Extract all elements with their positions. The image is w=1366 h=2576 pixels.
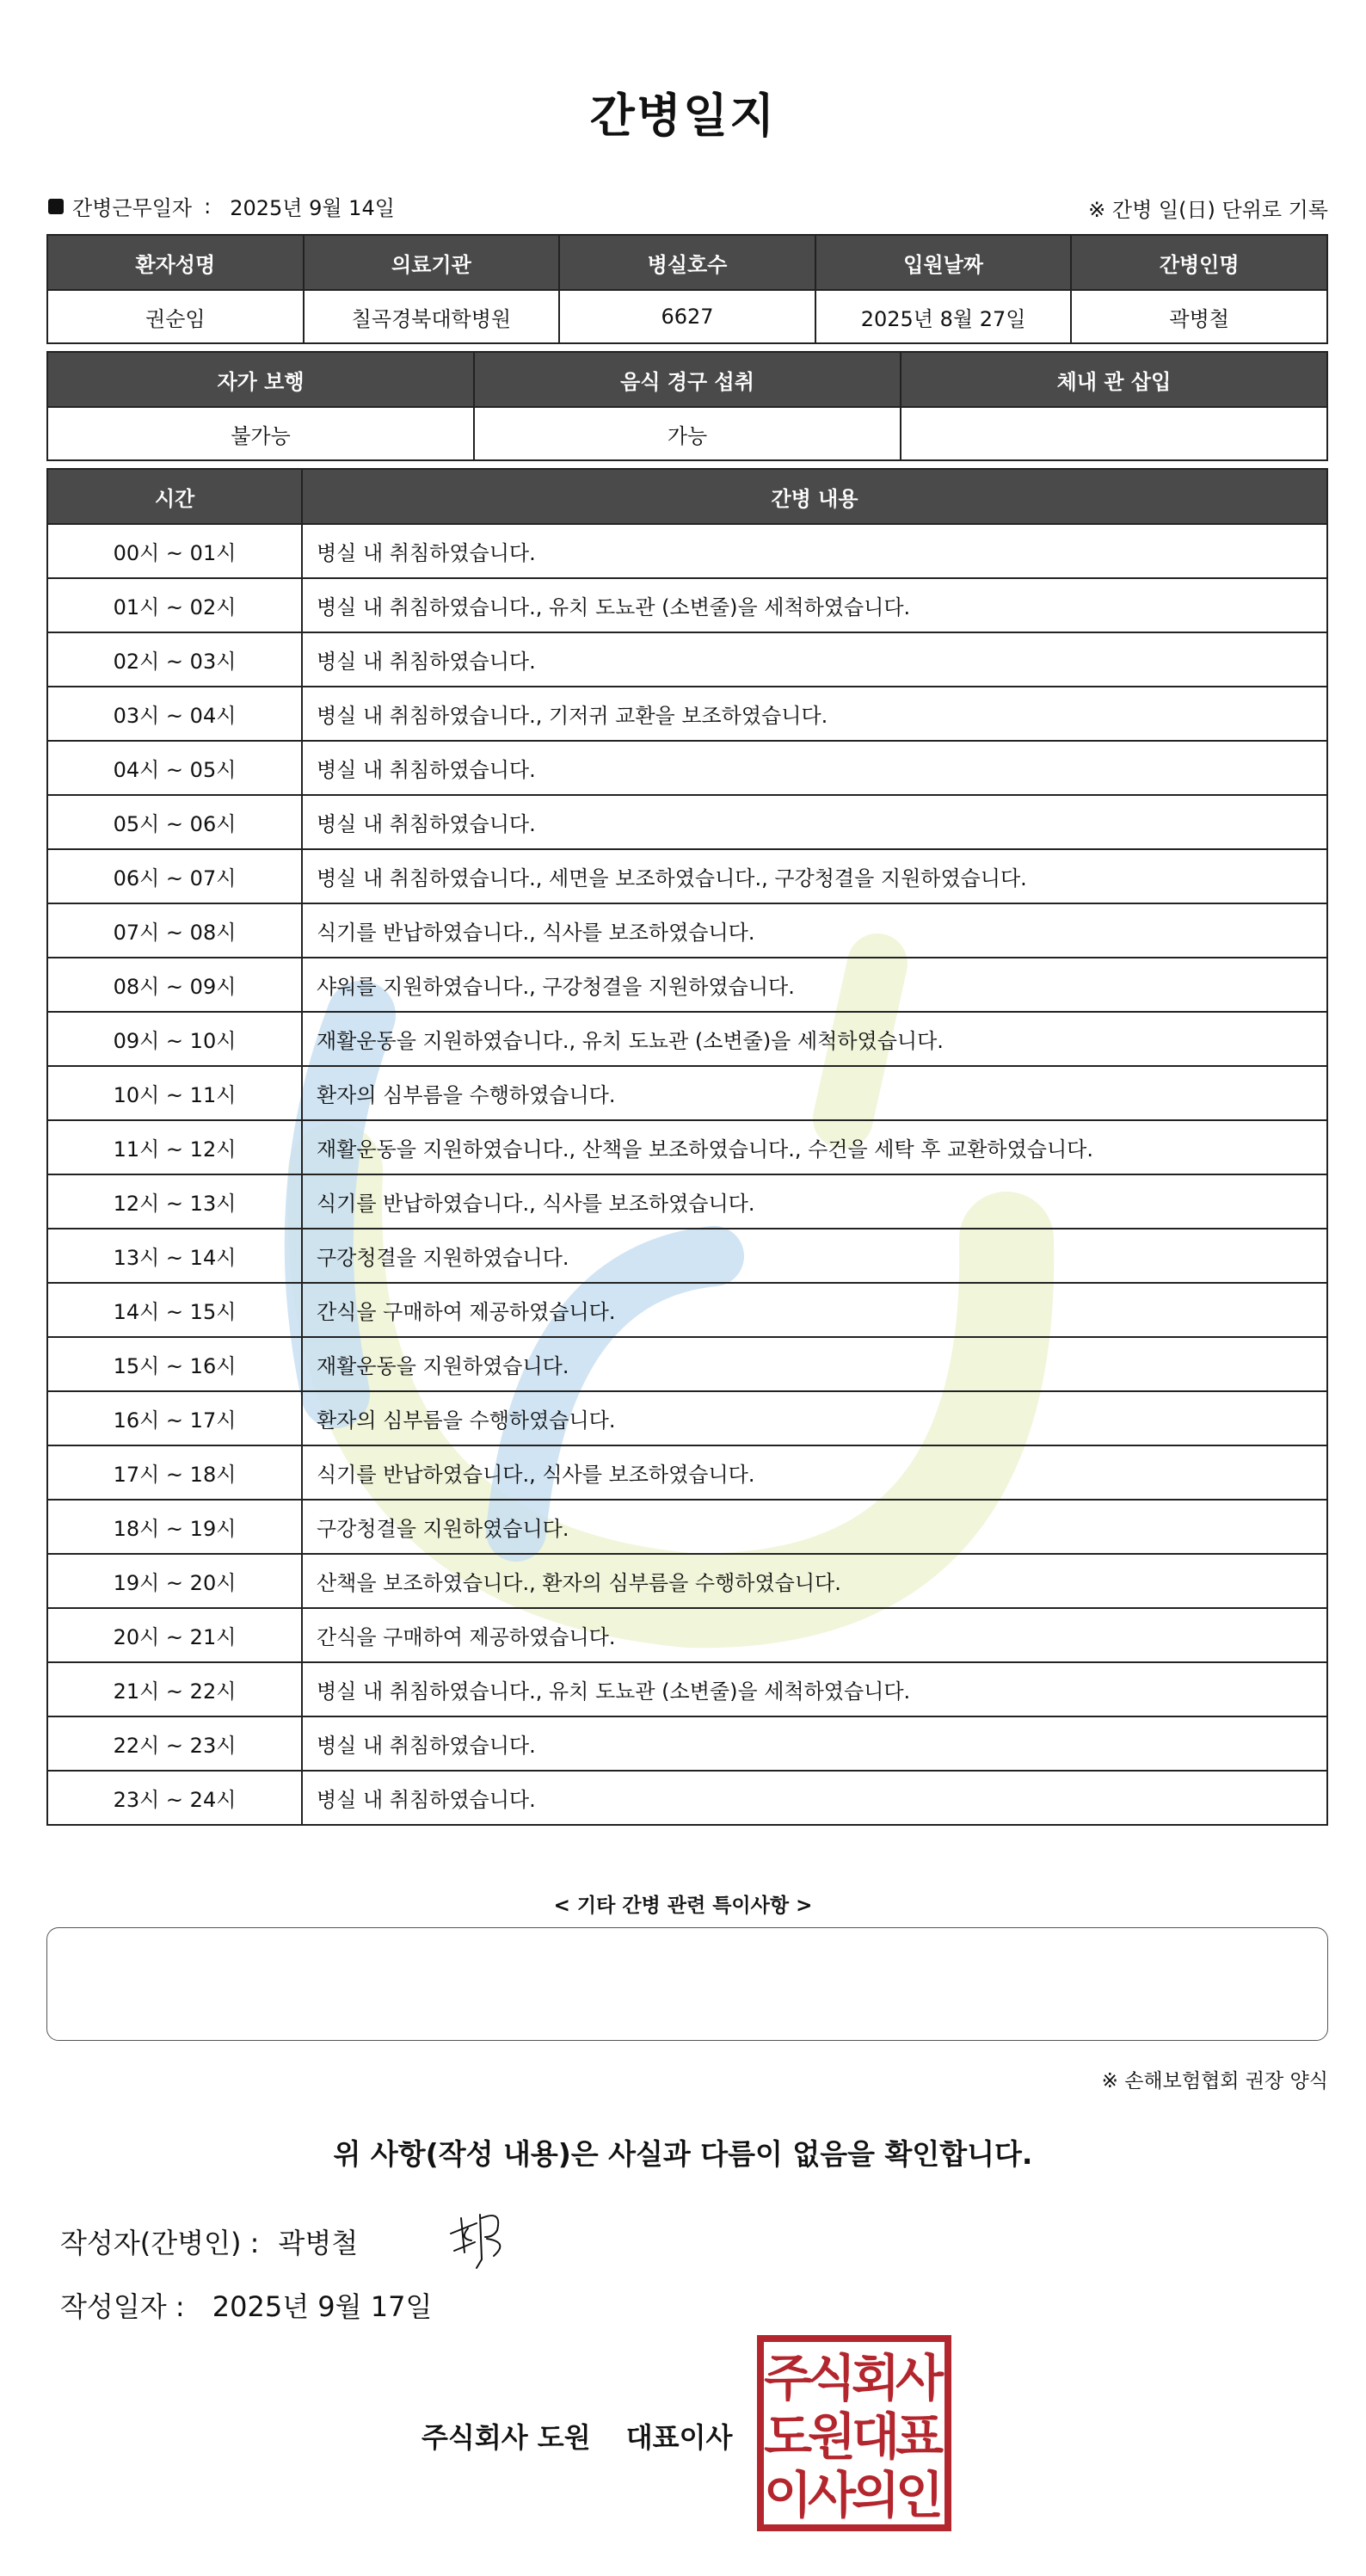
table-row	[47, 1229, 1327, 1283]
time-slot: 16시 ~ 17시	[47, 1391, 302, 1445]
work-date-label: 간병근무일자	[72, 196, 193, 220]
time-slot: 18시 ~ 19시	[47, 1500, 302, 1554]
company-seal-icon	[757, 2335, 951, 2531]
care-content: 병실 내 취침하였습니다.	[302, 1716, 1327, 1771]
company-representative-title: 대표이사	[625, 2421, 733, 2454]
written-date-value: 2025년 9월 17일	[212, 2290, 433, 2323]
admission-date: 2025년 8월 27일	[815, 290, 1072, 343]
company-signatory	[421, 2416, 732, 2456]
care-content: 구강청결을 지원하였습니다.	[302, 1229, 1327, 1283]
time-slot: 05시 ~ 06시	[47, 795, 302, 849]
time-slot: 22시 ~ 23시	[47, 1716, 302, 1771]
table-row	[47, 687, 1327, 741]
care-content: 병실 내 취침하였습니다.	[302, 1771, 1327, 1825]
table-row	[47, 1283, 1327, 1337]
care-content: 구강청결을 지원하였습니다.	[302, 1500, 1327, 1554]
table-row	[47, 1066, 1327, 1120]
written-date-label: 작성일자 :	[60, 2290, 185, 2323]
care-content: 환자의 심부름을 수행하였습니다.	[302, 1391, 1327, 1445]
care-content: 샤워를 지원하였습니다., 구강청결을 지원하였습니다.	[302, 958, 1327, 1012]
notes-box	[46, 1927, 1328, 2041]
care-content: 병실 내 취침하였습니다., 세면을 보조하였습니다., 구강청결을 지원하였습니다.	[302, 849, 1327, 903]
seal-character: 회	[851, 2349, 901, 2407]
time-slot: 21시 ~ 22시	[47, 1662, 302, 1716]
time-slot: 07시 ~ 08시	[47, 903, 302, 958]
table-row	[47, 1716, 1327, 1771]
time-slot: 10시 ~ 11시	[47, 1066, 302, 1120]
care-content: 병실 내 취침하였습니다.	[302, 632, 1327, 687]
table-row	[47, 741, 1327, 795]
room-number: 6627	[559, 290, 815, 343]
care-log-table	[46, 468, 1328, 1826]
care-content: 병실 내 취침하였습니다., 유치 도뇨관 (소변줄)을 세척하였습니다.	[302, 578, 1327, 632]
care-content: 병실 내 취침하였습니다.	[302, 741, 1327, 795]
time-slot: 06시 ~ 07시	[47, 849, 302, 903]
table-row	[47, 1500, 1327, 1554]
signature-icon	[442, 2199, 528, 2271]
care-log-rows	[47, 524, 1327, 1825]
tube-insertion-value	[901, 407, 1327, 460]
care-content: 재활운동을 지원하였습니다., 유치 도뇨관 (소변줄)을 세척하였습니다.	[302, 1012, 1327, 1066]
time-slot: 17시 ~ 18시	[47, 1445, 302, 1500]
table-row	[47, 1554, 1327, 1608]
care-content: 재활운동을 지원하였습니다.	[302, 1337, 1327, 1391]
time-slot: 14시 ~ 15시	[47, 1283, 302, 1337]
self-walking-value: 불가능	[47, 407, 474, 460]
table-row	[47, 1445, 1327, 1500]
table-row	[47, 524, 1327, 578]
patient-info-table	[46, 234, 1328, 344]
time-slot: 04시 ~ 05시	[47, 741, 302, 795]
header-time: 시간	[47, 469, 302, 524]
care-content: 병실 내 취침하였습니다.	[302, 795, 1327, 849]
company-name: 주식회사 도원	[421, 2421, 591, 2454]
seal-character: 식	[807, 2349, 857, 2407]
care-content: 간식을 구매하여 제공하였습니다.	[302, 1608, 1327, 1662]
time-slot: 13시 ~ 14시	[47, 1229, 302, 1283]
form-recommendation-note: ※ 손해보험협회 권장 양식	[1101, 2070, 1328, 2092]
seal-character: 주	[763, 2349, 813, 2407]
seal-character: 사	[895, 2349, 945, 2407]
table-row	[47, 903, 1327, 958]
table-row	[47, 1174, 1327, 1229]
caregiver-name: 곽병철	[1071, 290, 1327, 343]
table-row	[47, 958, 1327, 1012]
time-slot: 08시 ~ 09시	[47, 958, 302, 1012]
oral-intake-value: 가능	[474, 407, 901, 460]
care-content: 재활운동을 지원하였습니다., 산책을 보조하였습니다., 수건을 세탁 후 교환하였습니다.	[302, 1120, 1327, 1174]
seal-character: 의	[851, 2466, 901, 2524]
table-row	[47, 1012, 1327, 1066]
seal-character: 도	[763, 2407, 813, 2466]
seal-character: 대	[851, 2407, 901, 2466]
written-date-row	[60, 2285, 432, 2325]
time-slot: 03시 ~ 04시	[47, 687, 302, 741]
time-slot: 02시 ~ 03시	[47, 632, 302, 687]
header-care-content: 간병 내용	[302, 469, 1327, 524]
care-content: 식기를 반납하였습니다., 식사를 보조하였습니다.	[302, 903, 1327, 958]
care-content: 병실 내 취침하였습니다.	[302, 524, 1327, 578]
care-content: 식기를 반납하였습니다., 식사를 보조하였습니다.	[302, 1445, 1327, 1500]
table-row	[47, 1391, 1327, 1445]
time-slot: 09시 ~ 10시	[47, 1012, 302, 1066]
table-row	[47, 1120, 1327, 1174]
notes-title: < 기타 간병 관련 특이사항 >	[553, 1895, 813, 1917]
care-content: 병실 내 취침하였습니다., 유치 도뇨관 (소변줄)을 세척하였습니다.	[302, 1662, 1327, 1716]
care-content: 환자의 심부름을 수행하였습니다.	[302, 1066, 1327, 1120]
care-content: 식기를 반납하였습니다., 식사를 보조하였습니다.	[302, 1174, 1327, 1229]
time-slot: 12시 ~ 13시	[47, 1174, 302, 1229]
table-row	[47, 632, 1327, 687]
time-slot: 19시 ~ 20시	[47, 1554, 302, 1608]
patient-name: 권순임	[47, 290, 304, 343]
square-bullet-icon	[48, 199, 64, 214]
header-tube-insertion: 체내 관 삽입	[901, 352, 1327, 407]
time-slot: 15시 ~ 16시	[47, 1337, 302, 1391]
writer-name: 곽병철	[278, 2227, 359, 2259]
table-row	[47, 849, 1327, 903]
header-patient-name: 환자성명	[47, 235, 304, 290]
header-hospital: 의료기관	[304, 235, 560, 290]
time-slot: 11시 ~ 12시	[47, 1120, 302, 1174]
care-content: 간식을 구매하여 제공하였습니다.	[302, 1283, 1327, 1337]
header-caregiver-name: 간병인명	[1071, 235, 1327, 290]
writer-label: 작성자(간병인) :	[60, 2227, 260, 2259]
seal-character: 인	[895, 2466, 945, 2524]
time-slot: 01시 ~ 02시	[47, 578, 302, 632]
confirmation-statement: 위 사항(작성 내용)은 사실과 다름이 없음을 확인합니다.	[333, 2137, 1033, 2171]
work-date	[48, 191, 395, 221]
page-title: 간병일지	[589, 89, 777, 143]
table-row	[47, 795, 1327, 849]
care-content: 산책을 보조하였습니다., 환자의 심부름을 수행하였습니다.	[302, 1554, 1327, 1608]
patient-status-table	[46, 351, 1328, 461]
table-row	[47, 1662, 1327, 1716]
hospital-name: 칠곡경북대학병원	[304, 290, 560, 343]
writer-row	[60, 2222, 358, 2261]
record-unit-note: ※ 간병 일(日) 단위로 기록	[1088, 198, 1328, 222]
time-slot: 23시 ~ 24시	[47, 1771, 302, 1825]
work-date-value: 2025년 9월 14일	[230, 196, 395, 220]
table-row	[47, 1771, 1327, 1825]
header-admission-date: 입원날짜	[815, 235, 1072, 290]
seal-character: 원	[807, 2407, 857, 2466]
time-slot: 20시 ~ 21시	[47, 1608, 302, 1662]
header-self-walking: 자가 보행	[47, 352, 474, 407]
seal-character: 표	[895, 2407, 945, 2466]
header-room-number: 병실호수	[559, 235, 815, 290]
work-date-separator: :	[204, 194, 212, 219]
care-content: 병실 내 취침하였습니다., 기저귀 교환을 보조하였습니다.	[302, 687, 1327, 741]
seal-character: 이	[763, 2466, 813, 2524]
table-row	[47, 1608, 1327, 1662]
table-row	[47, 1337, 1327, 1391]
time-slot: 00시 ~ 01시	[47, 524, 302, 578]
seal-character: 사	[807, 2466, 857, 2524]
table-row	[47, 578, 1327, 632]
header-oral-intake: 음식 경구 섭취	[474, 352, 901, 407]
